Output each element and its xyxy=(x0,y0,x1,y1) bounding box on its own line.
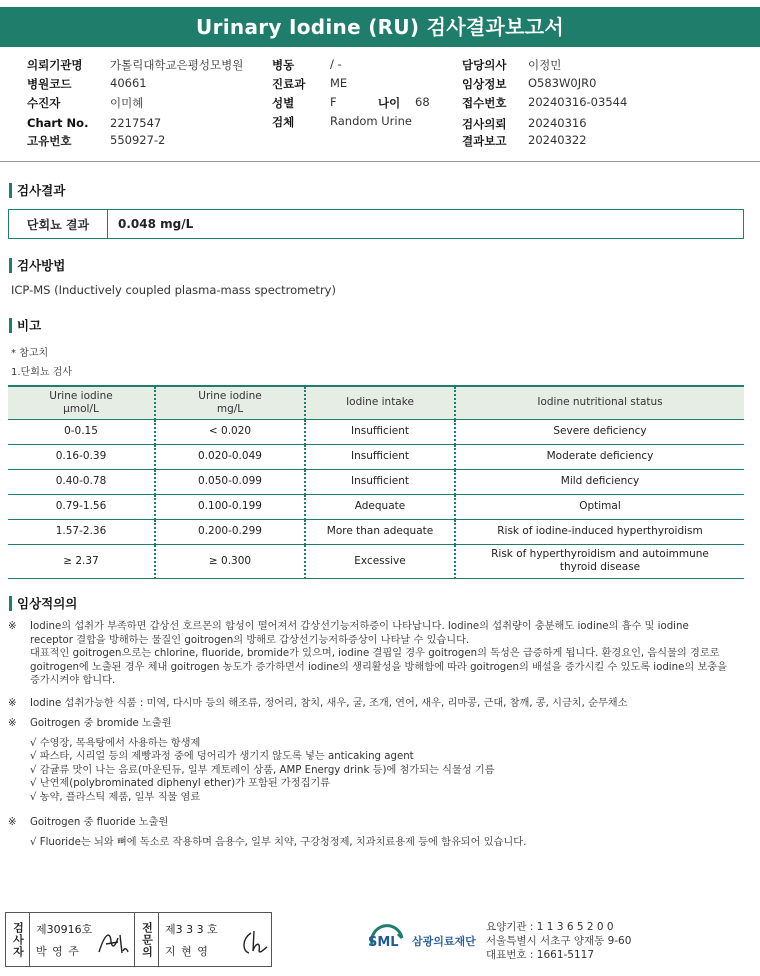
table-cell: ≥ 2.37 xyxy=(8,544,155,578)
clinical-info-label: 임상정보 xyxy=(462,77,507,91)
table-cell: Severe deficiency xyxy=(455,419,744,444)
note-mark: ※ xyxy=(8,621,17,632)
id-label: 고유번호 xyxy=(27,134,72,148)
table-cell: Adequate xyxy=(305,494,455,519)
clinical-text: Iodine의 섭취가 부족하면 갑상선 호르몬의 합성이 떨어져서 갑상선기능저하증이 나타납니다. Iodine의 섭취량이 충분해도 iodine의 흡수 및 iodine receptor 결합을 방해하는 물질인 goitrogen의 방해로 갑상선기능저하증상이 나타날 수 있습니다. xyxy=(30,621,689,646)
table-cell: 1.57-2.36 xyxy=(8,519,155,544)
table-cell: Optimal xyxy=(455,494,744,519)
receipt-label: 접수번호 xyxy=(462,96,507,110)
dept-label: 진료과 xyxy=(272,77,306,91)
age-value: 68 xyxy=(415,95,430,109)
tester-name: 박 영 주 xyxy=(36,945,80,958)
clinical-text: Iodine 섭취가능한 식품 : 미역, 다시마 등의 해조류, 정어리, 참치, 새우, 굴, 조개, 연어, 새우, 리마콩, 근대, 참깨, 콩, 시금치, 순무채소 xyxy=(30,698,628,709)
chart-value: 2217547 xyxy=(110,116,162,130)
table-cell: 0.020-0.049 xyxy=(155,444,305,469)
table-cell: Insufficient xyxy=(305,444,455,469)
tester-heading: 검사자 xyxy=(6,913,30,966)
chart-label: Chart No. xyxy=(27,116,89,130)
clinical-info-value: O583W0JR0 xyxy=(528,76,597,90)
institution-street: 서울특별시 서초구 양재동 9-60 xyxy=(486,935,632,947)
inst-value: 가톨릭대학교은평성모병원 xyxy=(110,58,244,72)
table-cell: More than adequate xyxy=(305,519,455,544)
institution-phone: 대표번호 : 1661-5117 xyxy=(486,949,595,961)
result-section-title: 검사결과 xyxy=(9,183,65,198)
clinical-paragraph xyxy=(8,697,748,711)
institution-code: 요양기관 : 1 1 3 6 5 2 0 0 xyxy=(486,921,614,933)
code-value: 40661 xyxy=(110,76,147,90)
institution-logo xyxy=(368,922,476,960)
bullet-item: √ 감귤류 맛이 나는 음료(마운틴듀, 일부 게토레이 상품, AMP Energy drink 등)에 첨가되는 식물성 기름 xyxy=(30,764,495,776)
doctor-label: 담당의사 xyxy=(462,58,507,72)
result-value: 0.048 mg/L xyxy=(118,217,194,231)
report-date-label: 결과보고 xyxy=(462,134,507,148)
result-box xyxy=(8,209,744,239)
note-mark: ※ xyxy=(8,718,17,729)
patient-value: 이미혜 xyxy=(110,96,144,110)
result-label: 단회뇨 결과 xyxy=(9,210,108,238)
logo-org-name: 삼광의료재단 xyxy=(412,935,476,948)
table-cell: ≥ 0.300 xyxy=(155,544,305,578)
bullet-item: √ Fluoride는 뇌와 뼈에 독소로 작용하며 음용수, 일부 치약, 구강청정제, 치과치료용제 등에 함유되어 있습니다. xyxy=(30,836,527,848)
table-cell: Insufficient xyxy=(305,419,455,444)
age-label: 나이 xyxy=(378,96,401,110)
report-title: Urinary Iodine (RU) 검사결과보고서 xyxy=(0,7,760,47)
remark-note: * 참고치 xyxy=(11,348,49,359)
sex-value: F xyxy=(330,95,337,109)
table-cell: 0-0.15 xyxy=(8,419,155,444)
clinical-text: Goitrogen 중 fluoride 노출원 xyxy=(30,817,169,828)
reference-table xyxy=(8,385,744,579)
specialist-license: 제3 3 3 호 xyxy=(165,923,218,936)
table-row xyxy=(8,519,744,544)
clinical-text: Goitrogen 중 bromide 노출원 xyxy=(30,718,172,729)
tester-signature xyxy=(96,927,130,957)
table-cell: Moderate deficiency xyxy=(455,444,744,469)
table-cell: 0.40-0.78 xyxy=(8,469,155,494)
request-value: 20240316 xyxy=(528,116,587,130)
table-row xyxy=(8,444,744,469)
table-cell: Risk of hyperthyroidism and autoimmune thyroid disease xyxy=(455,544,744,578)
remark-section-title: 비고 xyxy=(9,318,41,333)
divider xyxy=(0,161,760,162)
header-cell: Urine iodine mg/L xyxy=(155,386,305,419)
clinical-paragraph xyxy=(8,717,748,807)
receipt-value: 20240316-03544 xyxy=(528,95,628,109)
method-section-title: 검사방법 xyxy=(9,258,65,273)
specialist-signature xyxy=(239,927,269,957)
table-row xyxy=(8,469,744,494)
method-text: ICP-MS (Inductively coupled plasma-mass spectrometry) xyxy=(11,283,336,297)
institution-address xyxy=(486,920,631,962)
table-cell: 0.050-0.099 xyxy=(155,469,305,494)
specialist-heading: 전문의 xyxy=(135,913,159,966)
note-mark: ※ xyxy=(8,817,17,828)
table-cell: Mild deficiency xyxy=(455,469,744,494)
specimen-value: Random Urine xyxy=(330,114,412,128)
table-cell: Risk of iodine-induced hyperthyroidism xyxy=(455,519,744,544)
bullet-item: √ 파스타, 시리얼 등의 제빵과정 중에 덩어리가 생기지 않도록 넣는 anticaking agent xyxy=(30,751,414,762)
bullet-item: √ 난연제(polybrominated diphenyl ether)가 포함된 가정집기류 xyxy=(30,778,331,789)
table-cell: 0.16-0.39 xyxy=(8,444,155,469)
specimen-label: 검체 xyxy=(272,115,295,129)
id-value: 550927-2 xyxy=(110,133,166,147)
table-row xyxy=(8,494,744,519)
table-cell: 0.79-1.56 xyxy=(8,494,155,519)
table-row xyxy=(8,544,744,578)
signature-box xyxy=(5,912,272,967)
specialist-name: 지 현 영 xyxy=(165,945,209,958)
code-label: 병원코드 xyxy=(27,77,72,91)
ward-label: 병동 xyxy=(272,58,295,72)
header-cell: Iodine nutritional status xyxy=(455,386,744,419)
table-cell: < 0.020 xyxy=(155,419,305,444)
bullet-item: √ 수영장, 목욕탕에서 사용하는 항생제 xyxy=(30,737,201,749)
table-cell: 0.100-0.199 xyxy=(155,494,305,519)
tester-license: 제30916호 xyxy=(36,923,93,936)
request-label: 검사의뢰 xyxy=(462,117,507,131)
inst-label: 의뢰기관명 xyxy=(27,58,83,72)
bullet-item: √ 농약, 플라스틱 제품, 일부 직물 염료 xyxy=(30,791,201,803)
clinical-paragraph xyxy=(8,816,748,856)
header-cell: Urine iodine μmol/L xyxy=(8,386,155,419)
header-cell: Iodine intake xyxy=(305,386,455,419)
clinical-section-title: 임상적의의 xyxy=(9,596,77,611)
doctor-value: 이정민 xyxy=(528,58,562,72)
table-cell: Insufficient xyxy=(305,469,455,494)
table-cell: 0.200-0.299 xyxy=(155,519,305,544)
ward-value: / - xyxy=(330,57,342,71)
note-mark: ※ xyxy=(8,698,17,709)
dept-value: ME xyxy=(330,76,348,90)
table-header-row xyxy=(8,386,744,419)
table-cell: Excessive xyxy=(305,544,455,578)
report-date-value: 20240322 xyxy=(528,133,587,147)
logo-text-mark: SML xyxy=(368,935,399,950)
remark-note: 1.단회뇨 검사 xyxy=(11,367,73,378)
clinical-paragraph xyxy=(8,620,748,690)
sex-label: 성별 xyxy=(272,96,295,110)
clinical-text: 대표적인 goitrogen으로는 chlorine, fluoride, bromide가 있으며, iodine 결핍일 경우 goitrogen의 독성은 급증하게 됩니다. 환경요인, 음식물의 경로로 goitrogen에 노출된 경우 체내 goitrogen 농도가 증가하면서 iodine의 생리활성을 방해함에 따라 goitrogen의 배설을 증가시킬 수 있도록 iodine의 보충을 증가시켜야 합니다. xyxy=(30,648,727,686)
patient-label: 수진자 xyxy=(27,96,61,110)
table-row xyxy=(8,419,744,444)
